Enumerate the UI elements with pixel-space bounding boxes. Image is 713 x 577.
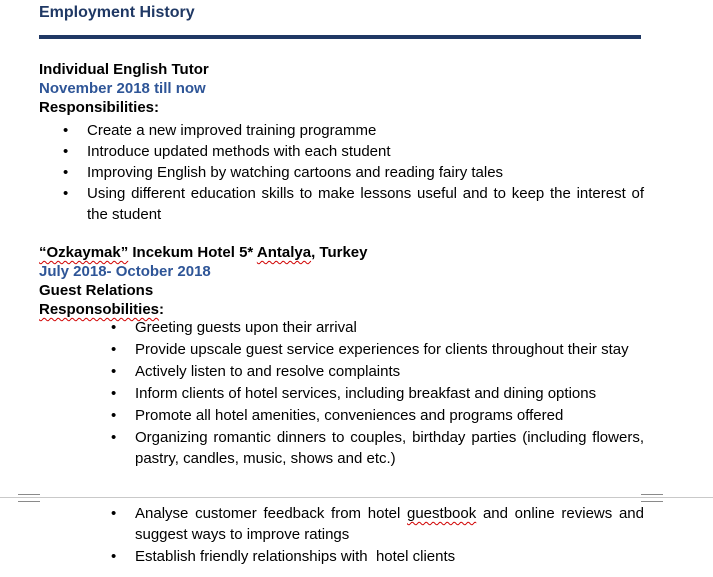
- section-title: Employment History: [39, 4, 195, 21]
- job-entry-hotel: [39, 243, 367, 319]
- list-item-text: Promote all hotel amenities, conveniences and programs offered: [135, 407, 564, 424]
- list-item-text: Establish friendly relationships with hotel clients: [135, 548, 456, 565]
- list-item: [111, 546, 644, 567]
- list-item-text: Analyse customer feedback from hotel: [135, 505, 407, 522]
- bullet-icon: •: [63, 143, 69, 160]
- bullet-icon: •: [63, 185, 69, 202]
- bullet-icon: •: [111, 363, 117, 380]
- list-item: [111, 361, 644, 382]
- spell-flag-word: “Ozkaymak”: [39, 244, 129, 261]
- list-item-text: Actively listen to and resolve complaints: [135, 363, 401, 380]
- list-item-text: Improving English by watching cartoons and reading fairy tales: [87, 164, 504, 181]
- page-break: [0, 494, 713, 502]
- bullet-icon: •: [111, 429, 117, 446]
- list-item: [63, 120, 644, 141]
- list-item: [111, 503, 644, 545]
- list-item-text: Introduce updated methods with each student: [87, 143, 391, 160]
- job-dates: July 2018- October 2018: [39, 263, 211, 280]
- bullet-icon: •: [63, 164, 69, 181]
- bullet-icon: •: [63, 122, 69, 139]
- list-item-text: Create a new improved training programme: [87, 122, 377, 139]
- job-role: Guest Relations: [39, 282, 154, 299]
- bullet-icon: •: [111, 407, 117, 424]
- list-item-text: Organizing romantic dinners to couples, birthday parties (including flowers, pastry, candles, music, shows and etc.): [135, 429, 644, 467]
- job-title: Individual English Tutor: [39, 61, 209, 78]
- job-title-part: , Turkey: [311, 244, 368, 261]
- job-title: [39, 243, 367, 262]
- list-item-text: Using different education skills to make lessons useful and to keep the interest of the student: [87, 185, 644, 223]
- list-item-text: Inform clients of hotel services, including breakfast and dining options: [135, 385, 597, 402]
- spell-flag-word: guestbook: [407, 505, 477, 522]
- page-break-line: [0, 497, 713, 498]
- section-divider: [39, 35, 641, 39]
- tutor-responsibilities-list: [63, 120, 644, 225]
- list-item: [63, 141, 644, 162]
- spell-flag-word: Responsobilities: [39, 301, 160, 318]
- hotel-responsibilities-list: [111, 317, 644, 469]
- list-item: [111, 339, 644, 360]
- hotel-responsibilities-list-continued: [111, 503, 644, 567]
- list-item-text: Provide upscale guest service experiences for clients throughout their stay: [135, 341, 629, 358]
- list-item: [63, 162, 644, 183]
- list-item: [111, 317, 644, 338]
- list-item: [111, 383, 644, 404]
- list-item-text: Greeting guests upon their arrival: [135, 319, 357, 336]
- list-item-text: and online reviews and suggest ways to improve ratings: [135, 505, 644, 543]
- job-title-part: Incekum Hotel 5*: [128, 244, 257, 261]
- margin-marker-left: [18, 494, 40, 502]
- spell-flag-word: Antalya: [256, 244, 312, 261]
- list-item: [63, 183, 644, 225]
- bullet-icon: •: [111, 505, 117, 522]
- bullet-icon: •: [111, 341, 117, 358]
- label-colon: :: [159, 301, 165, 318]
- bullet-icon: •: [111, 548, 117, 565]
- responsibilities-label: Responsibilities:: [39, 99, 160, 116]
- list-item: [111, 427, 644, 469]
- bullet-icon: •: [111, 385, 117, 402]
- bullet-icon: •: [111, 319, 117, 336]
- job-dates: November 2018 till now: [39, 80, 206, 97]
- margin-marker-right: [641, 494, 663, 502]
- job-entry-tutor: [39, 60, 209, 117]
- list-item: [111, 405, 644, 426]
